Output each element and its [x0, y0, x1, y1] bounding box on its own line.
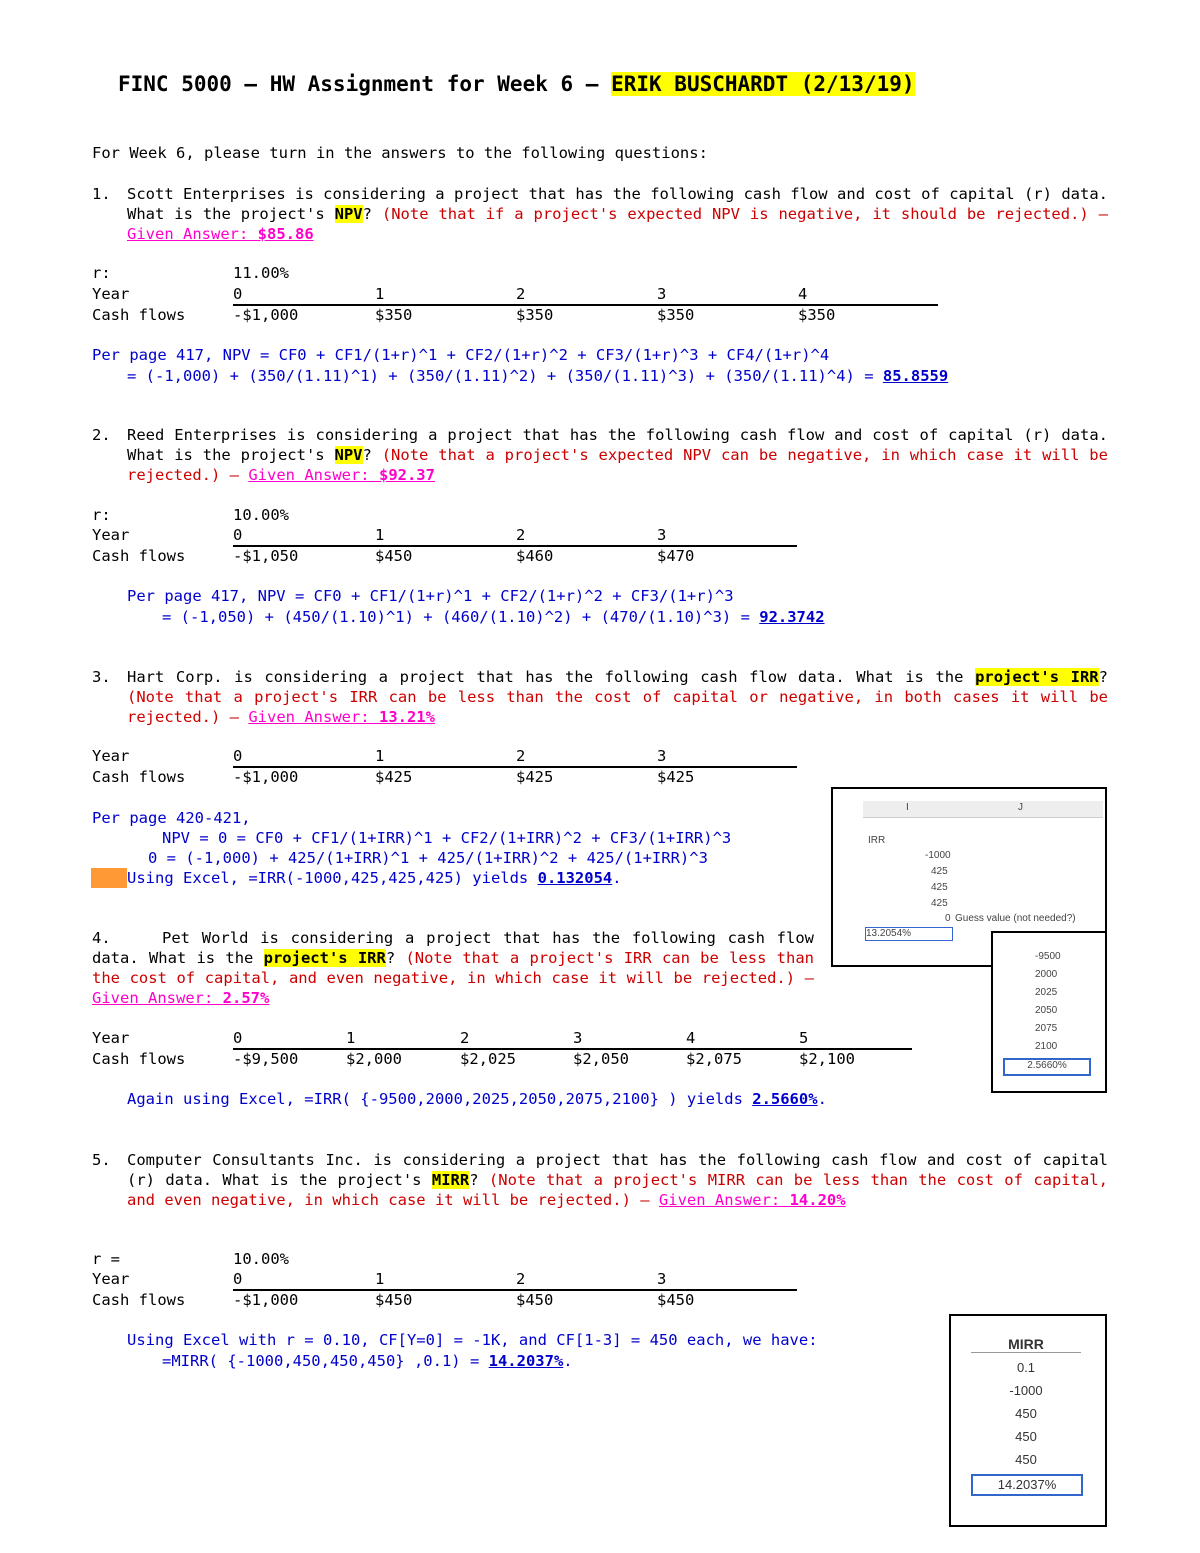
cashflow-cell: -$1,000 — [233, 1291, 299, 1309]
cell-value: 425 — [931, 882, 948, 893]
cashflow-label: Cash flows — [92, 547, 186, 565]
result-cell: 2.5660% — [1003, 1058, 1091, 1076]
cashflow-cell: $470 — [657, 547, 695, 565]
solution-line: Per page 417, NPV = CF0 + CF1/(1+r)^1 + CF2/(1+r)^2 + CF3/(1+r)^3 + CF4/(1+r)^4 — [92, 346, 830, 364]
note: (Note that if a project's expected NPV is negative, it should be rejected.) – — [381, 205, 1108, 223]
year-cell: 1 — [346, 1029, 356, 1047]
question-5 — [92, 1150, 1108, 1210]
question-mark: ? — [362, 205, 382, 223]
cashflow-cell: $2,050 — [573, 1050, 629, 1068]
question-number: 1. — [92, 185, 111, 203]
cashflow-cell: $450 — [516, 1291, 554, 1309]
cashflow-cell: $2,025 — [460, 1050, 516, 1068]
period: . — [563, 1352, 573, 1370]
given-label: Given Answer: — [658, 1191, 790, 1209]
cashflow-label: Cash flows — [92, 306, 186, 324]
column-header-row — [863, 801, 1103, 818]
question-mark: ? — [362, 446, 382, 464]
r-value: 10.00% — [233, 1250, 289, 1268]
given-answer: 2.57% — [222, 989, 270, 1007]
solution-formula: = (-1,050) + (450/(1.10)^1) + (460/(1.10)^2) + (470/(1.10)^3) = — [162, 608, 760, 626]
highlight: NPV — [334, 205, 363, 223]
r-value: 10.00% — [233, 506, 289, 524]
cell-value: -9500 — [1035, 951, 1061, 962]
year-cell: 5 — [799, 1029, 809, 1047]
cashflow-cell: $2,100 — [799, 1050, 855, 1068]
highlight: project's IRR — [263, 949, 386, 967]
answer: 92.3742 — [759, 608, 825, 626]
guess-note: Guess value (not needed?) — [955, 913, 1076, 924]
cell-value: 2000 — [1035, 969, 1058, 980]
solution-line: NPV = 0 = CF0 + CF1/(1+IRR)^1 + CF2/(1+IRR)^2 + CF3/(1+IRR)^3 — [162, 829, 732, 847]
solution-formula: = (-1,000) + (350/(1.11)^1) + (350/(1.11)^2) + (350/(1.11)^3) + (350/(1.11)^4) = — [127, 367, 883, 385]
question-number: 2. — [92, 426, 111, 444]
cashflow-cell: $350 — [657, 306, 695, 324]
answer: 2.5660% — [752, 1090, 818, 1108]
cashflow-label: Cash flows — [92, 1291, 186, 1309]
year-cell: 1 — [375, 285, 385, 303]
cashflow-cell: -$1,000 — [233, 306, 299, 324]
cashflow-cell: $350 — [375, 306, 413, 324]
cashflow-cell: $450 — [657, 1291, 695, 1309]
given-label: Given Answer: — [248, 708, 379, 726]
period: . — [612, 869, 622, 887]
solution-formula: =MIRR( {-1000,450,450,450} ,0.1) = — [162, 1352, 489, 1370]
table-rule — [233, 766, 797, 768]
note: (Note that a project's IRR can be less than the cost of capital or negative, in both cases it will be rejected.) – — [127, 688, 1108, 726]
cashflow-cell: $2,000 — [346, 1050, 402, 1068]
cashflow-cell: -$9,500 — [233, 1050, 299, 1068]
r-value: 11.00% — [233, 264, 289, 282]
note: (Note that a project's expected NPV can be negative, in which case it will be rejected.) – — [127, 446, 1108, 484]
year-label: Year — [92, 1270, 130, 1288]
cell-value: 2100 — [1035, 1041, 1058, 1052]
excel-screenshot-mirr — [949, 1314, 1107, 1527]
cell-value: 2050 — [1035, 1005, 1058, 1016]
year-cell: 0 — [233, 285, 243, 303]
year-cell: 2 — [516, 285, 526, 303]
cashflow-cell: $350 — [798, 306, 836, 324]
intro-text: For Week 6, please turn in the answers to the following questions: — [92, 144, 708, 162]
given-answer: $92.37 — [378, 466, 435, 484]
excel-screenshot-irr-2 — [991, 931, 1107, 1093]
cashflow-cell: -$1,050 — [233, 547, 299, 565]
result-cell: 14.2037% — [971, 1474, 1083, 1496]
year-cell: 0 — [233, 526, 243, 544]
cell-value: 0 — [945, 913, 951, 924]
cashflow-cell: -$1,000 — [233, 768, 299, 786]
solution-line: Per page 417, NPV = CF0 + CF1/(1+r)^1 + CF2/(1+r)^2 + CF3/(1+r)^3 — [127, 587, 734, 605]
question-number: 3. — [92, 668, 111, 686]
highlight: project's IRR — [975, 668, 1099, 686]
column-header: I — [906, 802, 909, 813]
year-cell: 1 — [375, 1270, 385, 1288]
question-mark: ? — [469, 1171, 489, 1189]
year-cell: 1 — [375, 747, 385, 765]
year-cell: 0 — [233, 1029, 243, 1047]
highlight: NPV — [334, 446, 363, 464]
given-label: Given Answer: — [248, 466, 379, 484]
table-rule — [233, 1289, 797, 1291]
year-cell: 2 — [516, 526, 526, 544]
cashflow-cell: $450 — [375, 1291, 413, 1309]
r-label: r: — [92, 264, 111, 282]
year-cell: 0 — [233, 1270, 243, 1288]
year-cell: 3 — [657, 1270, 667, 1288]
cashflow-cell: $460 — [516, 547, 554, 565]
title-prefix: FINC 5000 – HW Assignment for Week 6 – — [118, 72, 612, 96]
mirr-header: MIRR — [971, 1336, 1081, 1353]
cell-value: 0.1 — [1016, 1360, 1036, 1375]
solution-formula: Again using Excel, =IRR( {-9500,2000,2025,2050,2075,2100} ) yields — [127, 1090, 753, 1108]
year-cell: 2 — [516, 1270, 526, 1288]
answer: 14.2037% — [488, 1352, 564, 1370]
question-2 — [92, 425, 1108, 485]
cashflow-label: Cash flows — [92, 768, 186, 786]
question-3 — [92, 667, 1108, 727]
answer: 85.8559 — [882, 367, 949, 385]
year-cell: 2 — [516, 747, 526, 765]
solution-line: Using Excel with r = 0.10, CF[Y=0] = -1K, and CF[1-3] = 450 each, we have: — [127, 1331, 818, 1349]
given-answer: $85.86 — [257, 225, 314, 243]
author-name: ERIK BUSCHARDT (2/13/19) — [611, 72, 915, 96]
solution-line — [127, 366, 948, 386]
given-label: Given Answer: — [92, 989, 223, 1007]
question-number: 4. — [92, 929, 111, 947]
question-1 — [92, 184, 1108, 244]
year-label: Year — [92, 285, 130, 303]
year-cell: 3 — [657, 526, 667, 544]
year-cell: 4 — [798, 285, 808, 303]
page-title — [118, 70, 915, 98]
solution-line — [162, 607, 825, 627]
given-label: Given Answer: — [127, 225, 258, 243]
year-cell: 2 — [460, 1029, 470, 1047]
year-label: Year — [92, 1029, 130, 1047]
answer: 0.132054 — [537, 869, 613, 887]
cashflow-label: Cash flows — [92, 1050, 186, 1068]
cashflow-cell: $2,075 — [686, 1050, 742, 1068]
cell-value: -1000 — [1009, 1383, 1043, 1398]
question-4 — [92, 928, 814, 1008]
given-answer: 14.20% — [789, 1191, 846, 1209]
year-cell: 3 — [657, 747, 667, 765]
solution-line — [127, 868, 622, 888]
note: (Note that a project's IRR can be less than the cost of capital, and even negative, in which case it will be rejected.) – — [92, 949, 814, 987]
year-label: Year — [92, 526, 130, 544]
table-rule — [233, 545, 797, 547]
cashflow-cell: $425 — [657, 768, 695, 786]
r-label: r: — [92, 506, 111, 524]
question-text: Hart Corp. is considering a project that has the following cash flow data. What is the — [127, 668, 976, 686]
cell-value: 2075 — [1035, 1023, 1058, 1034]
question-number: 5. — [92, 1151, 111, 1169]
cashflow-cell: $450 — [375, 547, 413, 565]
solution-line: Per page 420-421, — [92, 809, 251, 827]
year-cell: 3 — [657, 285, 667, 303]
cell-value: 425 — [931, 866, 948, 877]
cashflow-cell: $425 — [375, 768, 413, 786]
solution-formula: Using Excel, =IRR(-1000,425,425,425) yields — [127, 869, 538, 887]
highlight-marker — [91, 868, 127, 888]
solution-line: 0 = (-1,000) + 425/(1+IRR)^1 + 425/(1+IRR)^2 + 425/(1+IRR)^3 — [148, 849, 708, 867]
question-text: Computer Consultants Inc. is considering a project that has the following cash flow and cost of capital (r) data. What is the project's — [127, 1151, 1108, 1189]
question-mark: ? — [1098, 668, 1108, 686]
cell-value: -1000 — [925, 850, 951, 861]
cell-value: 2025 — [1035, 987, 1058, 998]
solution-line — [127, 1089, 827, 1109]
question-mark: ? — [385, 949, 406, 967]
cashflow-cell: $350 — [516, 306, 554, 324]
year-cell: 1 — [375, 526, 385, 544]
cashflow-cell: $425 — [516, 768, 554, 786]
cell-value: 425 — [931, 898, 948, 909]
solution-line — [162, 1351, 573, 1371]
cell-value: 450 — [1015, 1452, 1037, 1467]
cell-value: 450 — [1015, 1429, 1037, 1444]
highlight: MIRR — [431, 1171, 470, 1189]
question-text: Scott Enterprises is considering a project that has the following cash flow and cost of capital (r) data. What is the project's — [127, 185, 1108, 223]
note: (Note that a project's MIRR can be less than the cost of capital, and even negative, in which case it will be rejected.) – — [127, 1171, 1108, 1209]
column-header: J — [1018, 802, 1023, 813]
year-cell: 0 — [233, 747, 243, 765]
period: . — [817, 1090, 827, 1108]
year-cell: 4 — [686, 1029, 696, 1047]
question-text: Pet World is considering a project that has the following cash flow data. What is the — [92, 929, 814, 967]
r-label: r = — [92, 1250, 120, 1268]
irr-label: IRR — [868, 835, 886, 846]
year-label: Year — [92, 747, 130, 765]
result-cell: 13.2054% — [865, 927, 953, 941]
question-text: Reed Enterprises is considering a project that has the following cash flow and cost of capital (r) data. What is the project's — [127, 426, 1108, 464]
cell-value: 450 — [1015, 1406, 1037, 1421]
year-cell: 3 — [573, 1029, 583, 1047]
given-answer: 13.21% — [378, 708, 435, 726]
